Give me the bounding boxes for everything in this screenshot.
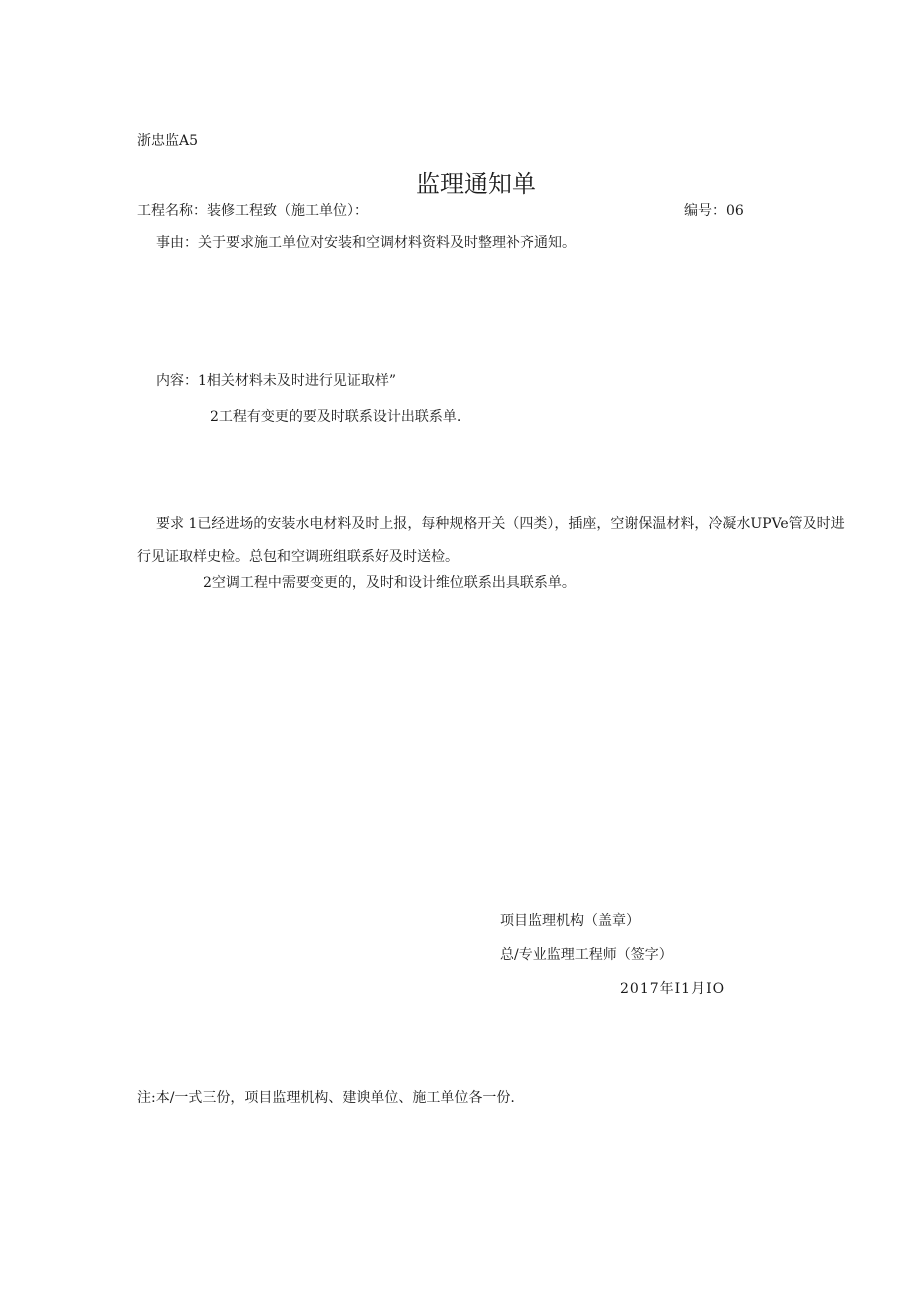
requirement-item-1: 要求 1已经进场的安装水电材料及时上报，每种规格开关（四类），插座，空谢保温材料，冷凝水UPVe管及时进行见证取样史检。总包和空调班组联系好及时送检。 bbox=[137, 516, 845, 565]
document-number: 编号：06 bbox=[684, 203, 744, 219]
footer-note: 注:本/一式三份，项目监理机构、建谀单位、施工单位各一份. bbox=[137, 1090, 515, 1106]
reason-text: 事由：关于要求施工单位对安装和空调材料资料及时整理补齐通知。 bbox=[156, 235, 576, 251]
supervision-organization-seal: 项目监理机构（盖章） bbox=[500, 913, 640, 929]
document-title: 监理通知单 bbox=[416, 170, 536, 198]
content-item-1: 内容：1相关材料未及时进行见证取样” bbox=[156, 373, 397, 389]
project-name: 工程名称：装修工程致（施工单位）： bbox=[137, 203, 368, 219]
content-item-2: 2工程有变更的要及时联系设计出联系单. bbox=[210, 409, 462, 425]
form-code: 浙忠监A5 bbox=[137, 133, 199, 149]
signature-date: 2017年I1月IO bbox=[620, 981, 726, 997]
requirement-item-2: 2空调工程中需要变更的，及时和设计维位联系出具联系单。 bbox=[203, 575, 576, 591]
engineer-signature: 总/专业监理工程师（签字） bbox=[500, 947, 673, 963]
